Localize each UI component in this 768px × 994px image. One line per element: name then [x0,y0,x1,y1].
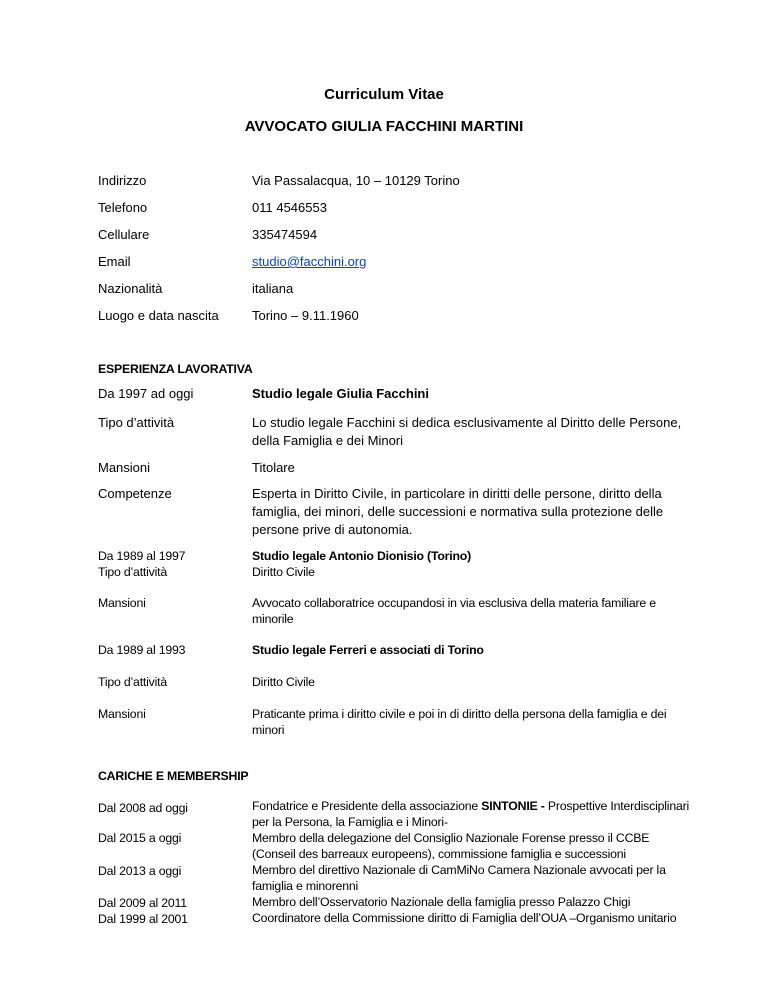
cariche-line-7: Membro dell’Osservatorio Nazionale della famiglia presso Palazzo Chigi [252,895,631,909]
e1-employer: Studio legale Giulia Facchini [252,386,429,401]
telefono-value: 011 4546553 [252,200,327,215]
cariche-period-5: Dal 1999 al 2001 [98,912,188,926]
indirizzo-label: Indirizzo [98,173,147,188]
sintonie-name: SINTONIE - [481,799,548,813]
cariche-line-2: per la Persona, la Famiglia e i Minori- [252,815,448,829]
nascita-label: Luogo e data nascita [98,308,219,323]
cellulare-label: Cellulare [98,227,150,242]
e1-competenze-line-2: famiglia, dei minori, delle successioni e normativa sulla protezione delle [252,504,664,519]
cariche-period-1: Dal 2008 ad oggi [98,801,188,815]
cariche-line-3: Membro della delegazione del Consiglio Nazionale Forense presso il CCBE [252,831,650,845]
document-title: Curriculum Vitae [324,86,444,103]
e1-competenze-line-3: persone prive di autonomia. [252,522,413,537]
e1-mansioni-value: Titolare [252,460,295,475]
e2-mansioni-line-1: Avvocato collaboratrice occupandosi in via esclusiva della materia familiare e [252,596,656,610]
e1-competenze-line-1: Esperta in Diritto Civile, in particolare in diritti delle persone, diritto della [252,486,662,501]
e2-period: Da 1989 al 1997 [98,549,186,563]
cariche-line-5: Membro del direttivo Nazionale di CamMiNo Camera Nazionale avvocati per la [252,863,666,877]
cariche-line-4: (Conseil des barreaux europeens), commissione famiglia e successioni [252,847,626,861]
e3-tipo-label: Tipo d’attività [98,675,167,689]
e1-tipo-line-1: Lo studio legale Facchini si dedica esclusivamente al Diritto delle Persone, [252,415,682,430]
e2-mansioni-label: Mansioni [98,596,146,610]
e2-tipo-label: Tipo d’attività [98,565,167,579]
e3-period: Da 1989 al 1993 [98,643,186,657]
cariche-line-6: famiglia e minorenni [252,879,359,893]
cariche-heading: CARICHE E MEMBERSHIP [98,769,249,783]
cariche-period-2: Dal 2015 a oggi [98,831,182,845]
nascita-value: Torino – 9.11.1960 [252,308,359,323]
e1-tipo-label: Tipo d’attività [98,415,175,430]
e3-mansioni-line-1: Praticante prima i diritto civile e poi in di diritto della persona della famiglia e dei [252,707,667,721]
e2-employer: Studio legale Antonio Dionisio (Torino) [252,549,471,563]
cariche-period-4: Dal 2009 al 2011 [98,896,187,910]
cariche-line-1-post: Prospettive Interdisciplinari [547,799,690,813]
e2-tipo-value: Diritto Civile [252,565,315,579]
e3-mansioni-label: Mansioni [98,707,146,721]
experience-heading: ESPERIENZA LAVORATIVA [98,362,253,376]
cariche-line-1-pre: Fondatrice e Presidente della associazione [252,799,482,813]
nazionalita-label: Nazionalità [98,281,163,296]
indirizzo-value: Via Passalacqua, 10 – 10129 Torino [252,173,460,188]
telefono-label: Telefono [98,200,148,215]
email-label: Email [98,254,131,269]
e3-employer: Studio legale Ferreri e associati di Torino [252,643,484,657]
cellulare-value: 335474594 [252,227,318,242]
e3-mansioni-line-2: minori [252,723,285,737]
cariche-line-8: Coordinatore della Commissione diritto di Famiglia dell’OUA –Organismo unitario [252,911,677,925]
nazionalita-value: italiana [252,281,294,296]
person-name: AVVOCATO GIULIA FACCHINI MARTINI [244,118,524,135]
email-link[interactable]: studio@facchini.org [252,254,367,269]
e1-tipo-line-2: della Famiglia e dei Minori [252,433,404,448]
e1-mansioni-label: Mansioni [98,460,151,475]
e2-mansioni-line-2: minorile [252,612,294,626]
cariche-period-3: Dal 2013 a oggi [98,864,182,878]
e3-tipo-value: Diritto Civile [252,675,315,689]
e1-period: Da 1997 ad oggi [98,386,194,401]
e1-competenze-label: Competenze [98,486,172,501]
